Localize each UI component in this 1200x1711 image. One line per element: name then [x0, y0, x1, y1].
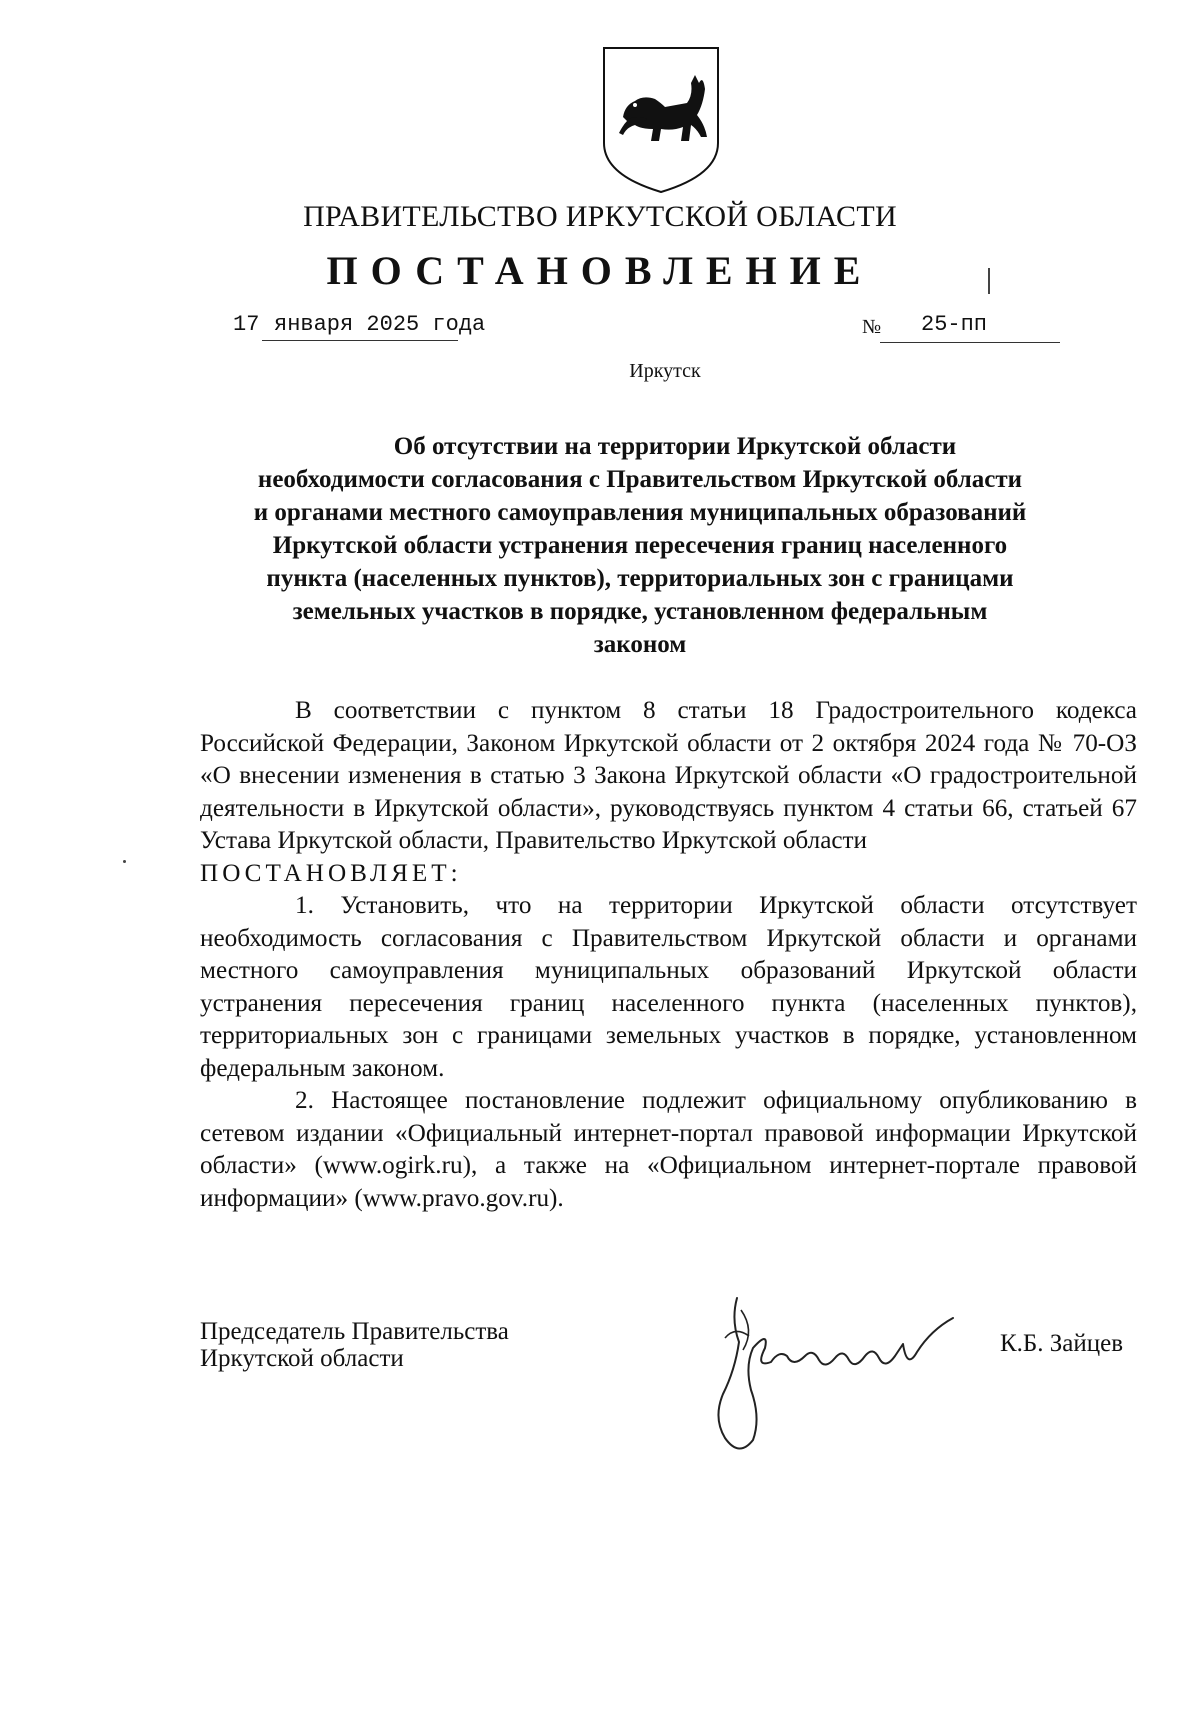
document-type: ПОСТАНОВЛЕНИЕ	[326, 248, 874, 293]
title-line: Иркутской области устранения пересечения границ населенного	[272, 532, 1008, 559]
item-1-paragraph: 1. Установить, что на территории Иркутской области отсутствует необходимость согласования с Правительством Иркутской области и органами местного самоуправления муниципальных образований Иркутской области устранения пересечения границ населенного пункта (населенных пунктов), территориальных зон с границами земельных участков в порядке, установленном федеральным законом.	[200, 892, 1137, 1082]
title-line: законом	[593, 631, 687, 658]
signer-position	[200, 1318, 509, 1372]
item-2-paragraph: 2. Настоящее постановление подлежит официальному опубликованию в сетевом издании «Официальный интернет-портал правовой информации Иркутской области» (www.ogirk.ru), а также на «Официальном интернет-портале правовой информации» (www.pravo.gov.ru).	[200, 1087, 1137, 1212]
number-sign: №	[862, 316, 882, 338]
coat-of-arms-icon	[601, 45, 721, 195]
signer-position-line2: Иркутской области	[200, 1345, 404, 1372]
date-underline	[262, 340, 458, 341]
decree-body	[200, 695, 1137, 1215]
handwritten-signature-icon	[695, 1290, 960, 1465]
decree-title	[160, 430, 1120, 661]
date-day: 17	[233, 312, 260, 337]
date-month-year: января 2025 года	[274, 312, 486, 337]
government-name: ПРАВИТЕЛЬСТВО ИРКУТСКОЙ ОБЛАСТИ	[303, 200, 897, 233]
decree-number: 25-пп	[921, 312, 988, 337]
signer-position-line1: Председатель Правительства	[200, 1318, 509, 1345]
title-line: Об отсутствии на территории Иркутской области	[393, 433, 957, 460]
title-line: необходимости согласования с Правительством Иркутской области	[257, 466, 1023, 493]
number-underline	[880, 342, 1060, 343]
scan-speck	[988, 268, 990, 294]
signer-name: К.Б. Зайцев	[1000, 1330, 1124, 1357]
preamble-paragraph: В соответствии с пунктом 8 статьи 18 Градостроительного кодекса Российской Федерации, Законом Иркутской области от 2 октября 2024 года № 70-ОЗ «О внесении изменения в статью 3 Закона Иркутской области «О градостроительной деятельности в Иркутской области», руководствуясь пунктом 4 статьи 66, статьей 67 Устава Иркутской области, Правительство Иркутской области	[200, 697, 1137, 854]
resolves-heading: ПОСТАНОВЛЯЕТ:	[200, 859, 462, 887]
scan-speck	[123, 860, 126, 863]
title-line: пункта (населенных пунктов), территориальных зон с границами	[266, 565, 1014, 592]
title-line: земельных участков в порядке, установленном федеральным	[292, 598, 988, 625]
title-line: и органами местного самоуправления муниципальных образований	[253, 499, 1027, 526]
city-name: Иркутск	[629, 360, 701, 382]
